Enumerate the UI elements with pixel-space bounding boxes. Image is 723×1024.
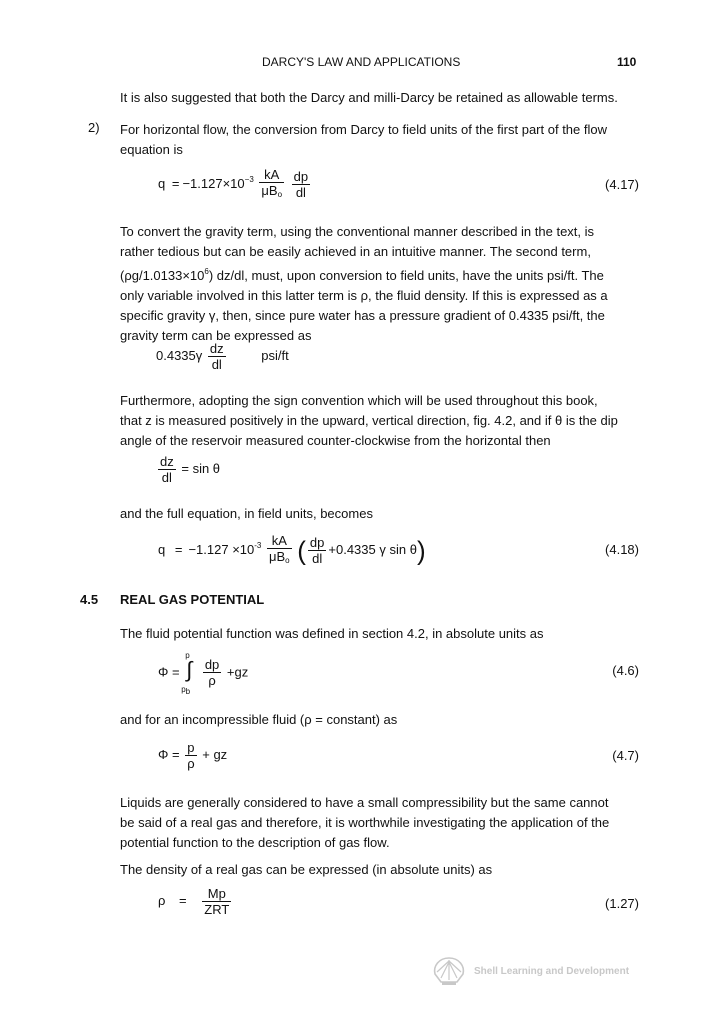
section-number: 4.5: [80, 592, 99, 607]
equation-label-4-17: (4.17): [605, 177, 639, 192]
list-marker: 2): [88, 120, 100, 135]
paragraph-full-equation: and the full equation, in field units, becomes: [120, 506, 373, 521]
equation-4-18: $q = -1.127 \times 10^{-3}$ $\frac{kA}{\mu B_o}$ ( $\frac{dp}{dl}$ +0.4335 γ sin θ): [158, 533, 426, 566]
section-title: REAL GAS POTENTIAL: [120, 592, 265, 607]
paragraph-incompressible: and for an incompressible fluid (ρ = constant) as: [120, 712, 398, 727]
paragraph-intro: It is also suggested that both the Darcy and milli-Darcy be retained as allowable terms.: [120, 90, 618, 105]
equation-label-1-27: (1.27): [605, 896, 639, 911]
shell-logo-icon: [432, 956, 466, 986]
running-header: DARCY'S LAW AND APPLICATIONS: [262, 55, 461, 69]
footer-logo: [432, 956, 466, 989]
equation-gravity-term: 0.4335γ $\frac{dz}{dl}$ psi/ft: [156, 341, 289, 372]
paragraph-liquids: Liquids are generally considered to have a small compressibility but the same cannot be said of a real gas and therefore, it is worthwhile investigating the application of the potential function to the description of gas flow.: [120, 795, 610, 850]
paragraph-potential: The fluid potential function was defined in section 4.2, in absolute units as: [120, 626, 544, 641]
footer-brand: Shell Learning and Development: [474, 966, 630, 977]
paragraph-gravity: To convert the gravity term, using the conventional manner described in the text, is rather tedious but can be easily achieved in an intuitive manner. The second term, $(\rho g/1.0133\times 10^6)$ dz/dl, must, upon conversion to field units, have the units psi/ft. The only variable involved in this latter term is ρ, the fluid density. If this is expressed as a specific gravity γ, then, since pure water has a pressure gradient of 0.4335 psi/ft, the gravity term can be expressed as: [120, 224, 608, 343]
equation-sin-theta: $\frac{dz}{dl}$ = sin θ: [160, 454, 221, 485]
equation-label-4-7: (4.7): [612, 748, 639, 763]
equation-4-6: Φ = p ∫ $p_b$ $\frac{dp}{\rho}$ +gz: [158, 651, 249, 696]
equation-4-17: $q = -1.127\times 10^{-3}$ $\frac{kA}{\mu B_o}$ $\frac{dp}{dl}$: [158, 167, 309, 200]
equation-4-7: Φ = $\frac{p}{\rho}$ + gz: [158, 740, 228, 771]
equation-label-4-6: (4.6): [612, 663, 639, 678]
equation-label-4-18: (4.18): [605, 542, 639, 557]
paragraph-sign-convention: Furthermore, adopting the sign convention which will be used throughout this book, that z is measured positively in the upward, vertical direction, fig. 4.2, and if θ is the dip angle of the reservoir measured counter-clockwise from the horizontal then: [120, 393, 618, 448]
paragraph-density: The density of a real gas can be expressed (in absolute units) as: [120, 862, 493, 877]
equation-1-27: ρ = $\frac{Mp}{\text{ZRT}}$: [158, 886, 230, 917]
paragraph-item2: For horizontal flow, the conversion from Darcy to field units of the first part of the flow equation is: [120, 122, 607, 157]
page-number: 110: [617, 55, 637, 69]
